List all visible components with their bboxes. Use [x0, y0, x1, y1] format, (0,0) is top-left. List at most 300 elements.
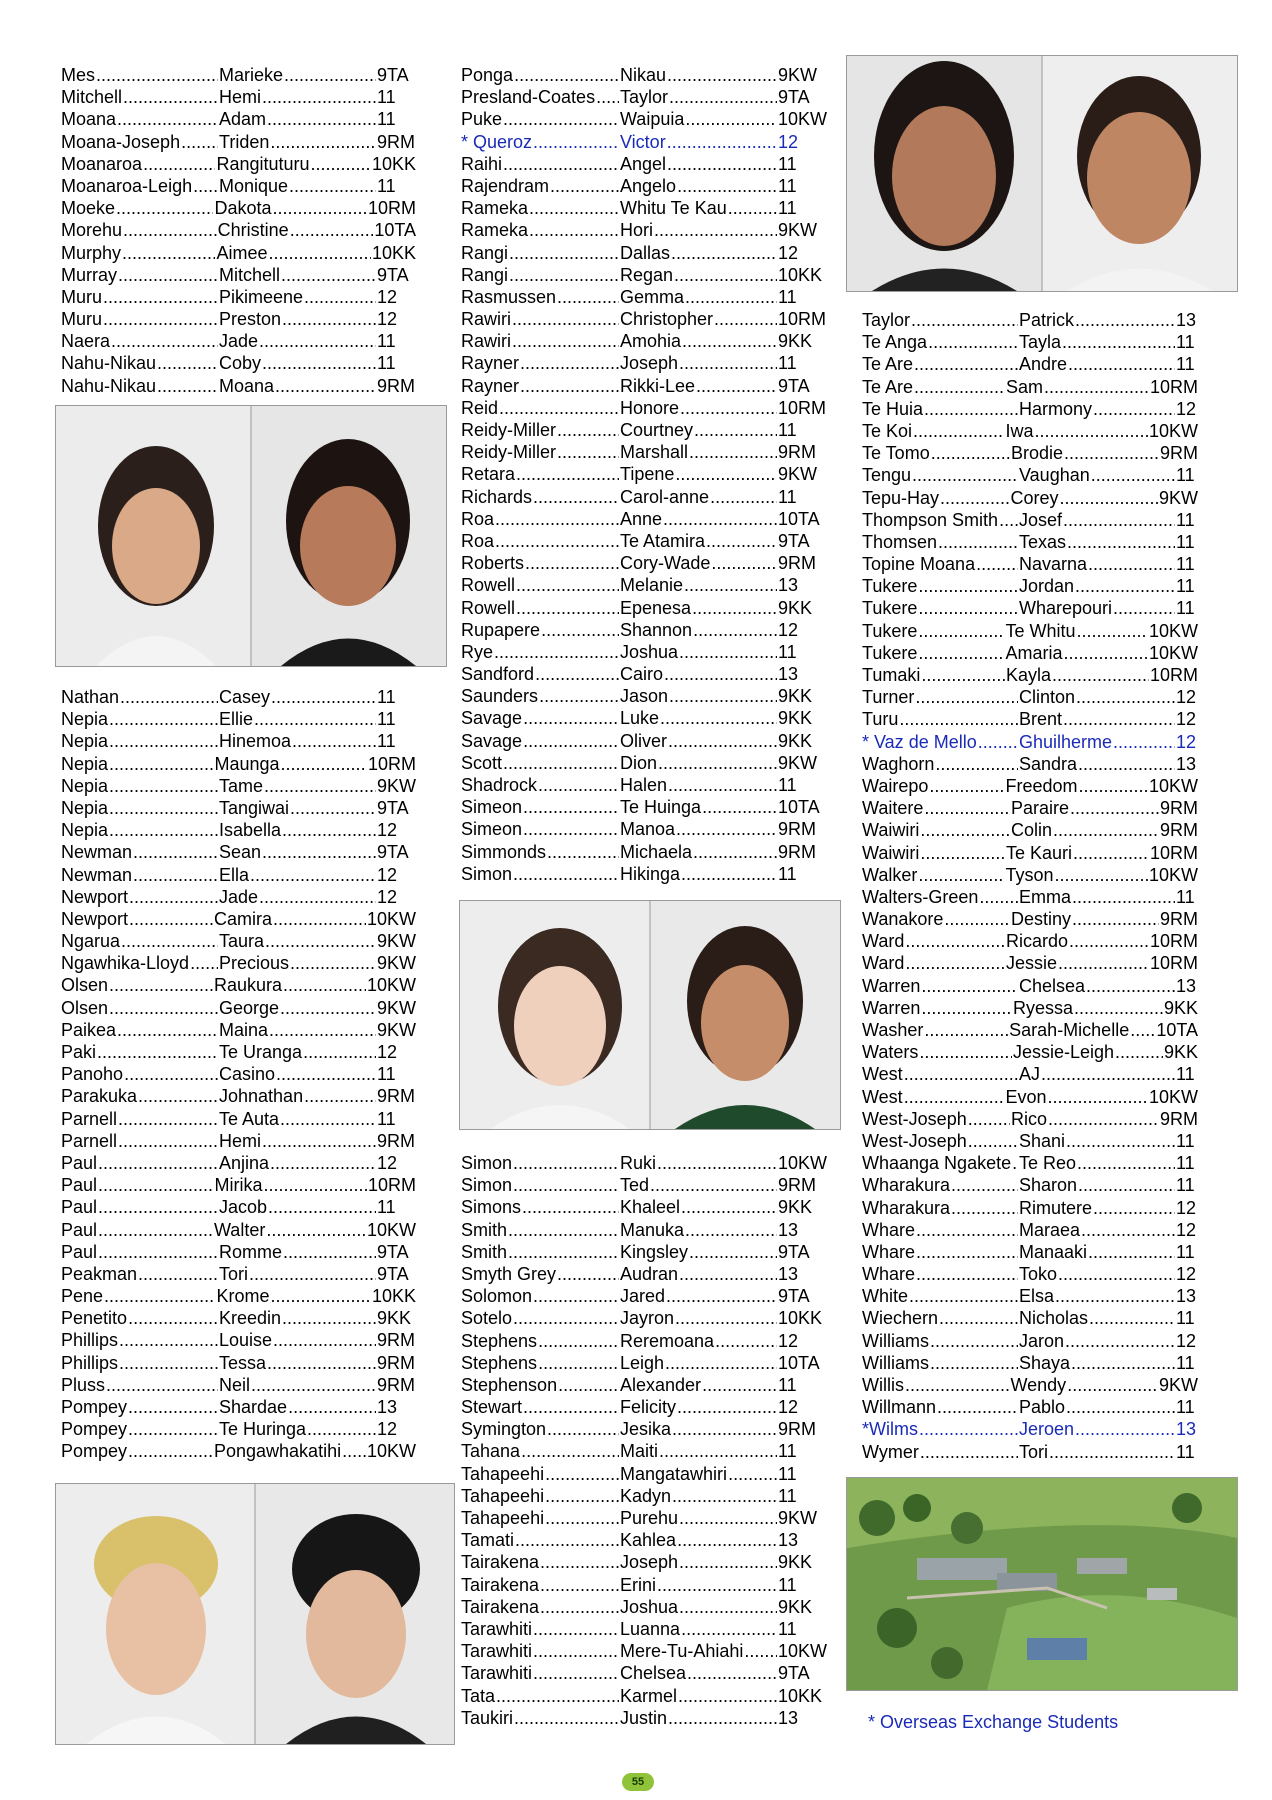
- dot-leader: [281, 753, 367, 775]
- student-surname: Nepia: [61, 709, 109, 730]
- student-surname: Warren: [862, 997, 921, 1018]
- dot-leader: [284, 64, 376, 86]
- dot-leader: [1076, 686, 1175, 708]
- dot-leader: [669, 685, 777, 707]
- list-item: [461, 330, 827, 352]
- student-form-class: 9KK: [778, 1596, 813, 1617]
- student-form-class: 11: [778, 1441, 797, 1462]
- student-surname: Naera: [61, 331, 111, 352]
- page-number-badge: 55: [622, 1773, 654, 1791]
- dot-leader: [109, 730, 218, 752]
- student-surname: Nathan: [61, 687, 120, 707]
- dot-leader: [513, 1174, 619, 1196]
- dot-leader: [657, 1574, 777, 1596]
- portrait-photos-icon: [56, 1484, 454, 1744]
- student-first-name: Cairo: [620, 664, 664, 685]
- dot-leader: [269, 242, 371, 264]
- list-item: [461, 1685, 827, 1707]
- dot-leader: [508, 1219, 619, 1241]
- student-first-name: Karmel: [620, 1685, 678, 1706]
- dot-leader: [1060, 487, 1158, 509]
- student-form-class: 9RM: [377, 1352, 416, 1373]
- dot-leader: [675, 1307, 777, 1329]
- student-surname: Willis: [862, 1375, 904, 1395]
- student-form-class: 9RM: [778, 442, 817, 463]
- dot-leader: [290, 797, 376, 819]
- dot-leader: [499, 397, 619, 419]
- student-form-class: 9KW: [778, 464, 818, 485]
- dot-leader: [685, 286, 777, 308]
- dot-leader: [666, 1285, 777, 1307]
- dot-leader: [682, 330, 777, 352]
- dot-leader: [535, 663, 619, 685]
- dot-leader: [920, 842, 1005, 864]
- dot-leader: [1130, 1019, 1155, 1041]
- student-form-class: 10KW: [1148, 420, 1198, 441]
- list-item: [461, 175, 827, 197]
- student-first-name: Moana: [219, 375, 275, 396]
- dot-leader: [918, 597, 1018, 619]
- list-item: [61, 775, 416, 797]
- student-first-name: Tyson: [1005, 864, 1054, 885]
- dot-leader: [659, 1440, 777, 1462]
- dot-leader: [190, 952, 218, 974]
- list-item: [862, 1307, 1198, 1329]
- dot-leader: [1075, 309, 1175, 331]
- dot-leader: [250, 864, 376, 886]
- dot-leader: [270, 1285, 370, 1307]
- student-form-class: 12: [377, 1419, 398, 1440]
- list-item: [461, 1440, 827, 1462]
- student-form-class: 11: [1176, 1397, 1195, 1418]
- student-form-class: 10KW: [777, 1641, 827, 1662]
- dot-leader: [1065, 1330, 1175, 1352]
- student-first-name: Jayron: [620, 1308, 675, 1329]
- dot-leader: [1052, 664, 1149, 686]
- dot-leader: [98, 1196, 218, 1218]
- dot-leader: [677, 175, 777, 197]
- student-first-name: Maraea: [1019, 1219, 1081, 1240]
- student-first-name: Krome: [216, 1286, 270, 1307]
- student-surname: Stephenson: [461, 1374, 558, 1395]
- student-form-class: 11: [377, 87, 396, 108]
- list-item: [61, 797, 416, 819]
- dot-leader: [1073, 842, 1149, 864]
- student-surname: Paul: [61, 1175, 98, 1196]
- student-first-name: Josef: [1019, 509, 1063, 530]
- dot-leader: [98, 1152, 218, 1174]
- student-form-class: 11: [1176, 1153, 1195, 1174]
- student-form-class: 11: [377, 1197, 396, 1218]
- student-surname: Wharakura: [862, 1175, 951, 1196]
- list-item: [461, 1219, 827, 1241]
- dot-leader: [539, 685, 619, 707]
- student-first-name: Monique: [219, 175, 289, 196]
- student-surname: Waiwiri: [862, 842, 920, 863]
- list-item: [862, 819, 1198, 841]
- student-form-class: 9TA: [377, 1263, 409, 1284]
- dot-leader: [1070, 797, 1159, 819]
- student-surname: Smith: [461, 1241, 508, 1262]
- student-first-name: Hemi: [219, 1130, 262, 1151]
- student-first-name: Mirika: [214, 1175, 263, 1196]
- student-first-name: Rikki-Lee: [620, 375, 696, 396]
- dot-leader: [121, 930, 218, 952]
- dot-leader: [1041, 1063, 1175, 1085]
- dot-leader: [128, 1418, 218, 1440]
- dot-leader: [275, 375, 376, 397]
- student-first-name: Pongawhakatihi: [213, 1441, 342, 1462]
- student-surname: Moana: [61, 109, 117, 130]
- list-item: [862, 1108, 1198, 1130]
- list-item: [461, 1196, 827, 1218]
- dot-leader: [939, 1307, 1018, 1329]
- list-item: [61, 1307, 416, 1329]
- student-photo-pair-3: [459, 900, 841, 1130]
- student-first-name: Te Auta: [219, 1108, 280, 1129]
- student-form-class: 10KW: [1148, 642, 1198, 663]
- dot-leader: [547, 841, 619, 863]
- dot-leader: [259, 330, 376, 352]
- student-surname: Te Are: [862, 354, 914, 375]
- student-form-class: 11: [377, 1108, 396, 1129]
- dot-leader: [533, 486, 619, 508]
- dot-leader: [128, 1440, 213, 1462]
- dot-leader: [924, 1019, 1008, 1041]
- student-first-name: Louise: [219, 1330, 273, 1351]
- list-item: [461, 486, 827, 508]
- dot-leader: [512, 308, 619, 330]
- dot-leader: [678, 1685, 777, 1707]
- student-surname: Tairakena: [461, 1574, 540, 1595]
- list-item: [461, 1285, 827, 1307]
- student-first-name: Shaya: [1019, 1352, 1071, 1373]
- student-surname: Stewart: [461, 1397, 523, 1418]
- dot-leader: [669, 86, 777, 108]
- student-first-name: Victor: [620, 131, 666, 152]
- dot-leader: [280, 1108, 376, 1130]
- student-surname: Waitere: [862, 798, 924, 819]
- student-surname: Penetito: [61, 1308, 128, 1329]
- list-item: [461, 685, 827, 707]
- dot-leader: [529, 219, 619, 241]
- student-first-name: Jesika: [620, 1419, 672, 1440]
- student-first-name: Audran: [620, 1263, 679, 1284]
- student-surname: Tarawhiti: [461, 1641, 533, 1662]
- student-form-class: 11: [778, 1618, 797, 1639]
- student-surname: Ngarua: [61, 931, 121, 952]
- dot-leader: [929, 775, 1004, 797]
- student-form-class: 11: [778, 353, 797, 374]
- student-surname: Waghorn: [862, 753, 935, 774]
- student-form-class: 9RM: [1159, 820, 1198, 841]
- dot-leader: [1088, 553, 1175, 575]
- list-item: [461, 197, 827, 219]
- student-form-class: 10KW: [777, 109, 827, 130]
- student-first-name: Te Huinga: [620, 797, 702, 818]
- list-item: [61, 730, 416, 752]
- dot-leader: [978, 731, 1018, 753]
- student-form-class: 11: [1176, 576, 1195, 597]
- list-item: [461, 863, 827, 885]
- student-form-class: 9RM: [377, 1330, 416, 1351]
- dot-leader: [918, 864, 1004, 886]
- student-surname: Ward: [862, 931, 905, 952]
- dot-leader: [273, 197, 367, 219]
- list-item: [61, 1130, 416, 1152]
- list-item: [461, 1263, 827, 1285]
- list-item: [461, 1574, 827, 1596]
- dot-leader: [522, 1196, 619, 1218]
- dot-leader: [545, 1463, 619, 1485]
- dot-leader: [681, 1196, 777, 1218]
- student-surname: Nahu-Nikau: [61, 375, 157, 396]
- student-first-name: Triden: [219, 131, 270, 152]
- student-surname: Muru: [61, 286, 103, 307]
- list-item: [461, 1529, 827, 1551]
- student-first-name: Destiny: [1010, 909, 1072, 930]
- student-first-name: Anjina: [219, 1152, 270, 1173]
- list-item: [461, 1618, 827, 1640]
- student-form-class: 9KW: [778, 220, 818, 241]
- student-surname: Rajendram: [461, 175, 550, 196]
- student-form-class: 11: [1176, 531, 1195, 552]
- student-form-class: 9RM: [778, 819, 817, 840]
- student-surname: Pluss: [61, 1374, 106, 1395]
- list-item: [862, 1019, 1198, 1041]
- student-first-name: Ghuilherme: [1019, 731, 1113, 752]
- student-surname: Stephens: [461, 1330, 538, 1351]
- dot-leader: [999, 509, 1018, 531]
- list-item: [61, 197, 416, 219]
- dot-leader: [117, 108, 218, 130]
- student-surname: Moanaroa-Leigh: [61, 175, 193, 196]
- student-list-column-1b: [61, 686, 416, 1463]
- student-first-name: Kadyn: [620, 1485, 672, 1506]
- list-item: [61, 375, 416, 397]
- student-surname: Tahana: [461, 1441, 521, 1462]
- student-surname: Tumaki: [862, 665, 921, 685]
- student-first-name: AJ: [1019, 1064, 1041, 1085]
- list-item: [862, 376, 1198, 398]
- student-first-name: Hinemoa: [219, 731, 292, 752]
- student-surname: Sotelo: [461, 1308, 513, 1329]
- student-surname: Rasmussen: [461, 286, 557, 307]
- list-item: [61, 108, 416, 130]
- student-first-name: Raukura: [213, 975, 283, 996]
- dot-leader: [693, 841, 777, 863]
- student-first-name: Wharepouri: [1019, 598, 1113, 619]
- dot-leader: [931, 442, 1010, 464]
- dot-leader: [157, 375, 218, 397]
- student-surname: Savage: [461, 708, 523, 729]
- student-surname: Olsen: [61, 997, 109, 1018]
- student-first-name: Coby: [219, 353, 262, 374]
- student-first-name: Ryessa: [1012, 997, 1074, 1018]
- list-item: [461, 397, 827, 419]
- list-item: [862, 1041, 1198, 1063]
- student-surname: Paikea: [61, 1019, 117, 1040]
- student-form-class: 9RM: [377, 131, 416, 152]
- dot-leader: [118, 1130, 218, 1152]
- dot-leader: [968, 1108, 1010, 1130]
- portrait-photos-icon: [56, 406, 446, 666]
- student-form-class: 11: [377, 353, 396, 374]
- list-item: [862, 1086, 1198, 1108]
- student-first-name: Dakota: [214, 198, 272, 219]
- dot-leader: [109, 797, 218, 819]
- student-form-class: 12: [1176, 398, 1197, 419]
- student-surname: Tahapeehi: [461, 1508, 545, 1528]
- dot-leader: [503, 153, 619, 175]
- student-surname: White: [862, 1286, 909, 1307]
- student-first-name: Tori: [1019, 1441, 1049, 1462]
- student-form-class: 10KW: [1148, 1086, 1198, 1107]
- list-item: [862, 575, 1198, 597]
- dot-leader: [913, 420, 1004, 442]
- dot-leader: [728, 1463, 777, 1485]
- dot-leader: [514, 64, 619, 86]
- student-first-name: Elsa: [1019, 1286, 1055, 1307]
- student-first-name: Angel: [620, 153, 667, 174]
- student-form-class: 10TA: [778, 508, 820, 529]
- list-item: [862, 1174, 1198, 1196]
- student-first-name: Khaleel: [620, 1197, 681, 1218]
- list-item: [461, 86, 827, 108]
- student-first-name: Vaughan: [1019, 465, 1090, 486]
- dot-leader: [515, 1529, 619, 1551]
- dot-leader: [1093, 398, 1175, 420]
- dot-leader: [951, 1197, 1018, 1219]
- dot-leader: [924, 797, 1010, 819]
- student-surname: Roa: [461, 508, 495, 529]
- list-item: [862, 531, 1198, 553]
- list-item: [61, 1219, 416, 1241]
- student-surname: Te Anga: [862, 332, 928, 353]
- list-item: [61, 131, 416, 153]
- student-surname: Nahu-Nikau: [61, 353, 157, 374]
- student-surname: Rayner: [461, 375, 520, 396]
- dot-leader: [265, 930, 376, 952]
- student-surname: Retara: [461, 464, 516, 485]
- student-surname: Sandford: [461, 664, 535, 685]
- student-form-class: 9TA: [377, 797, 409, 818]
- student-form-class: 11: [1176, 1308, 1195, 1329]
- dot-leader: [1081, 1219, 1175, 1241]
- list-item: [61, 708, 416, 730]
- student-surname: Symington: [461, 1419, 547, 1440]
- student-form-class: 9KK: [1163, 1042, 1198, 1063]
- student-first-name: Tipene: [620, 464, 675, 485]
- dot-leader: [133, 841, 218, 863]
- student-surname: Muru: [61, 309, 103, 330]
- dot-leader: [1075, 1418, 1175, 1440]
- list-item: [61, 64, 416, 86]
- student-form-class: 9RM: [377, 375, 416, 396]
- dot-leader: [679, 352, 777, 374]
- student-surname: Washer: [862, 1020, 924, 1040]
- student-surname: Thomsen: [862, 531, 938, 552]
- dot-leader: [523, 796, 619, 818]
- dot-leader: [541, 619, 619, 641]
- dot-leader: [1089, 1307, 1175, 1329]
- student-first-name: Brent: [1019, 709, 1063, 730]
- student-form-class: 11: [778, 775, 797, 795]
- dot-leader: [533, 131, 619, 153]
- dot-leader: [512, 330, 619, 352]
- student-surname: Tairakena: [461, 1596, 540, 1617]
- student-surname: Nepia: [61, 731, 109, 752]
- student-form-class: 10TA: [374, 220, 416, 241]
- dot-leader: [550, 175, 619, 197]
- dot-leader: [268, 1196, 376, 1218]
- student-form-class: 13: [1176, 1286, 1197, 1307]
- student-first-name: Shani: [1019, 1130, 1066, 1151]
- student-form-class: 13: [377, 1397, 398, 1417]
- dot-leader: [104, 1285, 215, 1307]
- dot-leader: [109, 708, 218, 730]
- student-surname: Olsen: [61, 975, 109, 996]
- student-first-name: Jessie-Leigh: [1012, 1042, 1115, 1063]
- student-surname: Rupapere: [461, 619, 541, 640]
- dot-leader: [538, 1352, 619, 1374]
- dot-leader: [273, 1329, 376, 1351]
- dot-leader: [525, 552, 619, 574]
- dot-leader: [689, 441, 777, 463]
- student-form-class: 13: [778, 1530, 799, 1551]
- list-item: [61, 1108, 416, 1130]
- dot-leader: [919, 1041, 1012, 1063]
- student-first-name: Hemi: [219, 87, 262, 108]
- dot-leader: [905, 952, 1005, 974]
- student-surname: Richards: [461, 486, 533, 507]
- list-item: [862, 753, 1198, 775]
- student-first-name: Manaaki: [1019, 1241, 1088, 1262]
- student-surname: Morehu: [61, 220, 123, 241]
- student-form-class: 11: [778, 198, 797, 219]
- dot-leader: [679, 1263, 777, 1285]
- student-surname: West-Joseph: [862, 1108, 967, 1129]
- student-form-class: 9KW: [376, 997, 416, 1018]
- student-first-name: Freedom: [1005, 775, 1078, 796]
- dot-leader: [103, 308, 218, 330]
- dot-leader: [1049, 1441, 1175, 1463]
- dot-leader: [1077, 1152, 1175, 1174]
- dot-leader: [283, 1241, 376, 1263]
- list-item: [862, 597, 1198, 619]
- list-item: [461, 108, 827, 130]
- dot-leader: [921, 664, 1005, 686]
- student-form-class: 9TA: [778, 1663, 810, 1684]
- student-first-name: Brodie: [1010, 443, 1064, 464]
- student-form-class: 11: [377, 687, 396, 707]
- student-first-name: Tayla: [1019, 332, 1062, 353]
- student-form-class: 11: [1176, 1241, 1195, 1262]
- student-surname: Rameka: [461, 220, 529, 241]
- list-item: [862, 464, 1198, 486]
- dot-leader: [677, 1529, 777, 1551]
- dot-leader: [109, 974, 213, 996]
- student-form-class: 11: [778, 420, 797, 440]
- student-surname: Newport: [61, 886, 129, 907]
- dot-leader: [930, 1352, 1018, 1374]
- list-item: [61, 1196, 416, 1218]
- dot-leader: [128, 1307, 218, 1329]
- list-item: [461, 1463, 827, 1485]
- list-item: [461, 64, 827, 86]
- dot-leader: [921, 997, 1012, 1019]
- dot-leader: [267, 108, 376, 130]
